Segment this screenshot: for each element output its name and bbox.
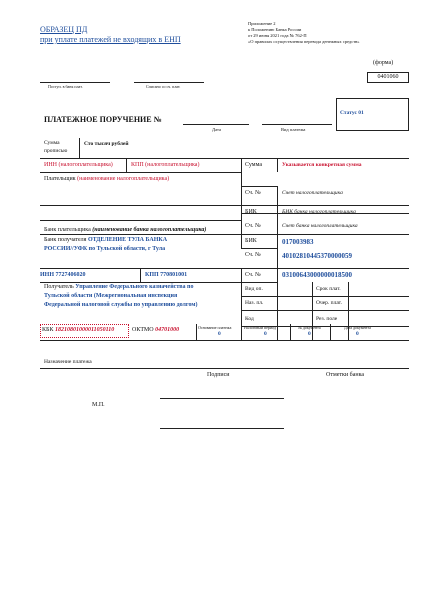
sample-subtitle: при уплате платежей не входящих в ЕНП [40, 35, 181, 44]
tax-field-label-2: Налоговый период [244, 325, 276, 330]
purpose-label: Назначение платежа [44, 359, 92, 365]
kod-label: Код [245, 316, 254, 322]
amount-words-label-1: Сумма [44, 140, 60, 146]
tax-field-value-1: 0 [218, 331, 221, 337]
payee-name-1: Управление Федерального казначейства по [75, 284, 194, 290]
payer-bank-label: Банк плательщика [44, 227, 91, 233]
payee-bank-name-2: РОССИИ//УФК по Тульской области, г Тула [44, 246, 166, 252]
payer-bank-account-value: Счет банка налогоплательщика [282, 223, 358, 229]
date-label: Дата [212, 127, 221, 132]
payer-account-value: Счет налогоплательщика [282, 190, 343, 196]
payee-bik-label: БИК [245, 238, 257, 244]
payee-inn: ИНН 7727406020 [40, 272, 86, 278]
payer-bik-value: БИК банка налогоплательщика [282, 209, 356, 215]
tax-field-label-4: Дата документа [344, 325, 371, 330]
sample-title: ОБРАЗЕЦ ПД [40, 25, 88, 34]
rez-label: Рез. поле [316, 316, 338, 322]
payee-bank-account-label: Сч. № [245, 252, 261, 258]
oktmo-label: ОКТМО [132, 327, 154, 333]
document-title: ПЛАТЕЖНОЕ ПОРУЧЕНИЕ № [44, 115, 162, 124]
payee-name-3: Федеральной налоговой службы по управлению долгом) [44, 302, 198, 308]
kbk-value: 18210801000011050110 [54, 327, 115, 333]
payment-type-label: Вид платежа [281, 127, 306, 132]
payer-kpp: КПП (налогоплательщика) [131, 162, 200, 168]
appendix-line-4: «О правилах осуществления перевода денежных средств» [248, 39, 360, 44]
payee-account-value: 03100643000000018500 [282, 271, 352, 279]
tax-field-value-3: 0 [308, 331, 311, 337]
payer-bik-label: БИК [245, 209, 257, 215]
payer-amount-value: Указывается конкретная сумма [282, 162, 362, 168]
received-label: Поступ. в банк плат. [48, 84, 83, 89]
tax-field-value-2: 0 [264, 331, 267, 337]
appendix-line-1: Приложение 2 [248, 21, 276, 26]
payee-name-2: Тульской области (Межрегиональная инспекция [44, 293, 178, 299]
payee-label: Получатель [44, 284, 74, 290]
payee-bank-account-value: 40102810445370000059 [282, 252, 352, 260]
tax-field-label-3: № документа [298, 325, 321, 330]
naz-pl-label: Наз. пл. [245, 300, 264, 306]
payee-account-label: Сч. № [245, 272, 261, 278]
form-code: 0401060 [367, 72, 409, 83]
payee-bank-label: Банк получателя [44, 237, 87, 243]
vid-op-label: Вид оп. [245, 286, 263, 292]
payer-account-label: Сч. № [245, 190, 261, 196]
appendix-line-2: к Положению Банка России [248, 27, 302, 32]
kbk-label: КБК [42, 327, 54, 333]
amount-words-value: Сто тысяч рублей [84, 141, 129, 147]
payee-bank-name-1: ОТДЕЛЕНИЕ ТУЛА БАНКА [87, 237, 168, 243]
status-label: Статус 01 [340, 110, 364, 116]
form-label: (форма) [373, 60, 394, 66]
tax-field-label-1: Основание платежа [198, 325, 232, 330]
stamp-label: М.П. [92, 402, 105, 408]
signatures-label: Подписи [207, 372, 230, 378]
payer-inn: ИНН (налогоплательщика) [44, 162, 113, 168]
payer-name: (наименование налогоплательщика) [77, 176, 170, 182]
payer-amount-label: Сумма [245, 162, 262, 168]
debited-label: Списано со сч. плат. [146, 84, 181, 89]
amount-words-label-2: прописью [44, 148, 68, 154]
payer-label: Плательщик [44, 176, 76, 182]
oktmo-value: 04701000 [155, 327, 180, 333]
payer-bank-name: (наименование банка налогоплательщика) [92, 227, 207, 233]
payer-bank-account-label: Сч. № [245, 223, 261, 229]
payee-kpp: КПП 770801001 [145, 272, 188, 278]
srok-label: Срок плат. [316, 286, 341, 292]
tax-field-value-4: 0 [356, 331, 359, 337]
ocher-label: Очер. плат. [316, 300, 343, 306]
payee-bik-value: 017003983 [282, 238, 314, 246]
bank-marks-label: Отметки банка [326, 372, 365, 378]
appendix-line-3: от 29 июня 2021 года № 762-П [248, 33, 307, 38]
